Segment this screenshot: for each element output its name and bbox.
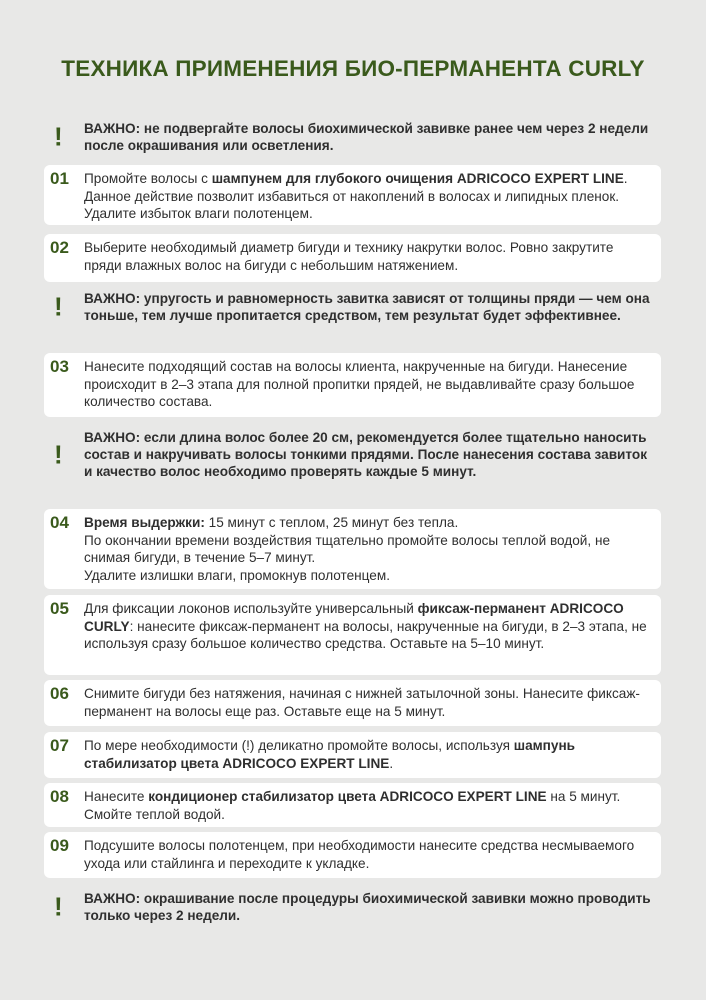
exclamation-icon: ! xyxy=(54,439,63,469)
warning-text: ВАЖНО: упругость и равномерность завитка зависят от толщины пряди — чем она тоньше, тем лучше пропитается средством, тем результат будет эффективнее. xyxy=(84,291,650,323)
warning-text: ВАЖНО: не подвергайте волосы биохимической завивке ранее чем через 2 недели после окрашивания или осветления. xyxy=(84,121,649,153)
exclamation-icon: ! xyxy=(54,891,63,922)
step-text: По мере необходимости (!) деликатно промойте волосы, используя шампунь стабилизатор цвета ADRICOCO EXPERT LINE. xyxy=(84,738,576,771)
warning-block xyxy=(48,890,658,924)
step-card xyxy=(44,732,661,778)
step-text: Время выдержки: 15 минут с теплом, 25 минут без тепла. По окончании времени воздействия тщательно промойте волосы теплой водой, не снимая бигуди, в течение 5–7 минут. Удалите излишки влаги, промокнув полотенцем. xyxy=(84,515,611,583)
step-text: Нанесите подходящий состав на волосы клиента, накрученные на бигуди. Нанесение происходит в 2–3 этапа для полной пропитки прядей, не выдавливайте сразу большое количество состава. xyxy=(84,359,635,409)
step-number: 03 xyxy=(50,357,69,376)
exclamation-icon: ! xyxy=(54,291,63,322)
step-text: Промойте волосы с шампунем для глубокого очищения ADRICOCO EXPERT LINE. Данное действие позволит избавиться от накоплений в волосах и липидных пленок. Удалите избыток влаги полотенцем. xyxy=(84,171,628,221)
step-text: Нанесите кондиционер стабилизатор цвета ADRICOCO EXPERT LINE на 5 минут. Смойте теплой водой. xyxy=(84,789,621,822)
warning-block xyxy=(48,290,658,324)
step-number: 08 xyxy=(50,787,69,806)
step-card xyxy=(44,832,661,878)
step-number: 09 xyxy=(50,836,69,855)
step-text: Подсушите волосы полотенцем, при необходимости нанесите средства несмываемого ухода или стайлинга и переходите к укладке. xyxy=(84,838,635,871)
step-number: 07 xyxy=(50,736,69,755)
step-text: Для фиксации локонов используйте универсальный фиксаж-перманент ADRICOCO CURLY: нанесите фиксаж-перманент на волосы, накрученные на бигуди, в 2–3 этапа, не используя сразу большое количество средства. Оставьте на 5–10 минут. xyxy=(84,601,647,651)
step-card xyxy=(44,353,661,417)
step-card xyxy=(44,509,661,589)
step-card xyxy=(44,680,661,726)
step-text: Выберите необходимый диаметр бигуди и технику накрутки волос. Ровно закрутите пряди влажных волос на бигуди с небольшим натяжением. xyxy=(84,240,614,273)
step-number: 02 xyxy=(50,238,69,257)
step-number: 04 xyxy=(50,513,69,532)
page-title: ТЕХНИКА ПРИМЕНЕНИЯ БИО-ПЕРМАНЕНТА CURLY xyxy=(61,56,645,81)
warning-block xyxy=(48,120,658,154)
warning-text: ВАЖНО: окрашивание после процедуры биохимической завивки можно проводить только через 2 недели. xyxy=(84,891,651,923)
step-card xyxy=(44,165,661,225)
step-number: 01 xyxy=(50,169,69,188)
step-number: 05 xyxy=(50,599,69,618)
step-number: 06 xyxy=(50,684,69,703)
step-text: Снимите бигуди без натяжения, начиная с нижней затылочной зоны. Нанесите фиксаж-перманент на волосы еще раз. Оставьте еще на 5 минут. xyxy=(84,686,640,719)
warning-text: ВАЖНО: если длина волос более 20 см, рекомендуется более тщательно наносить состав и накручивать волосы тонкими прядями. После нанесения состава завиток и качество волос необходимо проверять каждые 5 минут. xyxy=(84,430,647,479)
warning-block xyxy=(48,429,658,480)
step-card xyxy=(44,234,661,282)
step-card xyxy=(44,783,661,827)
exclamation-icon: ! xyxy=(54,121,63,152)
step-card xyxy=(44,595,661,675)
